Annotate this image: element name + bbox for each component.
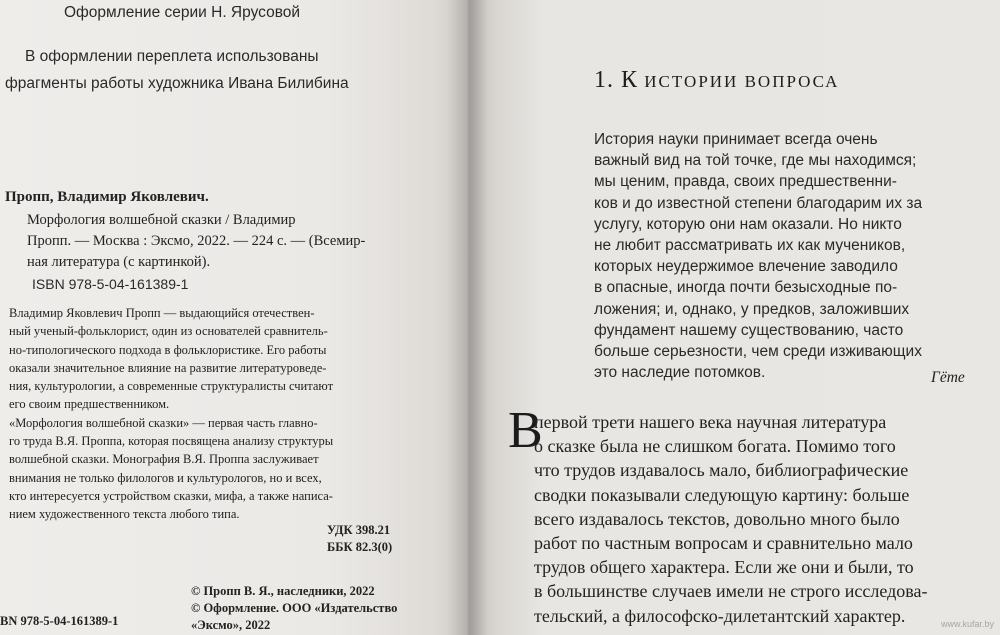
epigraph-line: важный вид на той точке, где мы находимся; bbox=[594, 152, 917, 170]
epigraph-line: в опасные, иногда почти безысходные по- bbox=[594, 279, 898, 297]
body-line: тельский, а философско-дилетантский характер. bbox=[534, 605, 906, 626]
isbn-bottom: BN 978-5-04-161389-1 bbox=[0, 614, 119, 628]
body-line: в большинстве случаев имели не строго исследова- bbox=[534, 581, 928, 602]
annotation-line: ный ученый-фольклорист, один из основателей сравнитель- bbox=[9, 324, 328, 339]
annotation bbox=[9, 304, 333, 524]
copyright-line: © Пропп В. Я., наследники, 2022 bbox=[191, 584, 375, 598]
watermark: www.kufar.by bbox=[940, 619, 994, 629]
bibliographic-line: Морфология волшебной сказки / Владимир bbox=[27, 212, 296, 228]
bibliographic-line: ная литература (с картинкой). bbox=[27, 254, 211, 270]
epigraph-line: не любит рассматривать их как мучеников, bbox=[594, 237, 906, 255]
bbk-code: ББК 82.3(0) bbox=[327, 540, 393, 554]
annotation-line: ния, культурологии, а современные структуралисты считают bbox=[9, 379, 334, 394]
annotation-line: но-типологического подхода в фольклористике. Его работы bbox=[9, 342, 327, 357]
epigraph-line: услугу, которую они нам оказали. Но никто bbox=[594, 215, 902, 233]
annotation-line: волшебной сказки. Монография В.Я. Проппа заслуживает bbox=[9, 452, 319, 467]
epigraph bbox=[594, 129, 922, 383]
annotation-line: нием художественного текста любого типа. bbox=[9, 507, 240, 522]
classification-codes bbox=[327, 522, 392, 556]
epigraph-line: ков и до известной степени благодарим их за bbox=[594, 194, 923, 212]
epigraph-line: ложения; и, однако, у предков, заложивших bbox=[594, 300, 910, 318]
annotation-line: «Морфология волшебной сказки» — первая часть главно- bbox=[9, 415, 318, 430]
annotation-line: Владимир Яковлевич Пропп — выдающийся отечествен- bbox=[9, 306, 315, 320]
epigraph-line: больше серьезности, чем среди изживающих bbox=[594, 343, 922, 361]
drop-cap: В bbox=[508, 402, 543, 459]
left-page-imprint bbox=[0, 0, 468, 635]
bibliographic-record bbox=[27, 210, 455, 273]
chapter-title-rest: ИСТОРИИ ВОПРОСА bbox=[638, 72, 840, 91]
book-gutter bbox=[448, 0, 488, 635]
series-designer-line: Оформление серии Н. Ярусовой bbox=[64, 4, 301, 21]
epigraph-line: это наследие потомков. bbox=[594, 364, 766, 382]
epigraph-line: фундамент нашему существованию, часто bbox=[594, 321, 904, 339]
epigraph-line: История науки принимает всегда очень bbox=[594, 131, 878, 148]
epigraph-author: Гёте bbox=[931, 369, 965, 386]
body-line: о сказке была не слишком богата. Помимо того bbox=[534, 436, 896, 457]
copyright-block bbox=[191, 583, 397, 634]
body-line: всего издавалось текстов, довольно много было bbox=[534, 508, 900, 529]
body-line: трудов общего характера. Если же они и были, то bbox=[534, 557, 914, 578]
author-heading: Пропп, Владимир Яковлевич. bbox=[5, 189, 209, 205]
annotation-line: его своим предшественником. bbox=[9, 397, 170, 412]
chapter-body-text bbox=[534, 410, 928, 628]
annotation-line: оказали значительное влияние на развитие литературоведе- bbox=[9, 360, 327, 375]
body-line: что трудов издавалось мало, библиографические bbox=[534, 460, 909, 481]
body-line: сводки показывали следующую картину: больше bbox=[534, 484, 910, 505]
epigraph-line: мы ценим, правда, своих предшественни- bbox=[594, 173, 897, 191]
copyright-line: © Оформление. ООО «Издательство bbox=[191, 601, 398, 615]
epigraph-line: которых неудержимое влечение заводило bbox=[594, 258, 898, 276]
binding-note-line-1: В оформлении переплета использованы bbox=[25, 48, 319, 65]
bibliographic-line: Пропп. — Москва : Эксмо, 2022. — 224 с. — (Всемир- bbox=[27, 233, 366, 249]
body-line: первой трети нашего века научная литература bbox=[534, 412, 887, 432]
chapter-title bbox=[594, 67, 839, 94]
udk-code: УДК 398.21 bbox=[327, 523, 391, 537]
annotation-line: го труда В.Я. Проппа, которая посвящена анализу структуры bbox=[9, 434, 334, 449]
binding-note-line-2: фрагменты работы художника Ивана Билибина bbox=[5, 75, 349, 92]
copyright-line: «Эксмо», 2022 bbox=[191, 618, 271, 632]
isbn: ISBN 978-5-04-161389-1 bbox=[32, 276, 189, 292]
right-page-chapter bbox=[468, 0, 1000, 635]
annotation-line: внимания не только филологов и культурологов, но и всех, bbox=[9, 470, 322, 485]
body-line: работ по частным вопросам и сравнительно мало bbox=[534, 533, 913, 554]
chapter-number: 1. К bbox=[594, 67, 639, 93]
annotation-line: кто интересуется устройством сказки, мифа, а также написа- bbox=[9, 488, 333, 503]
